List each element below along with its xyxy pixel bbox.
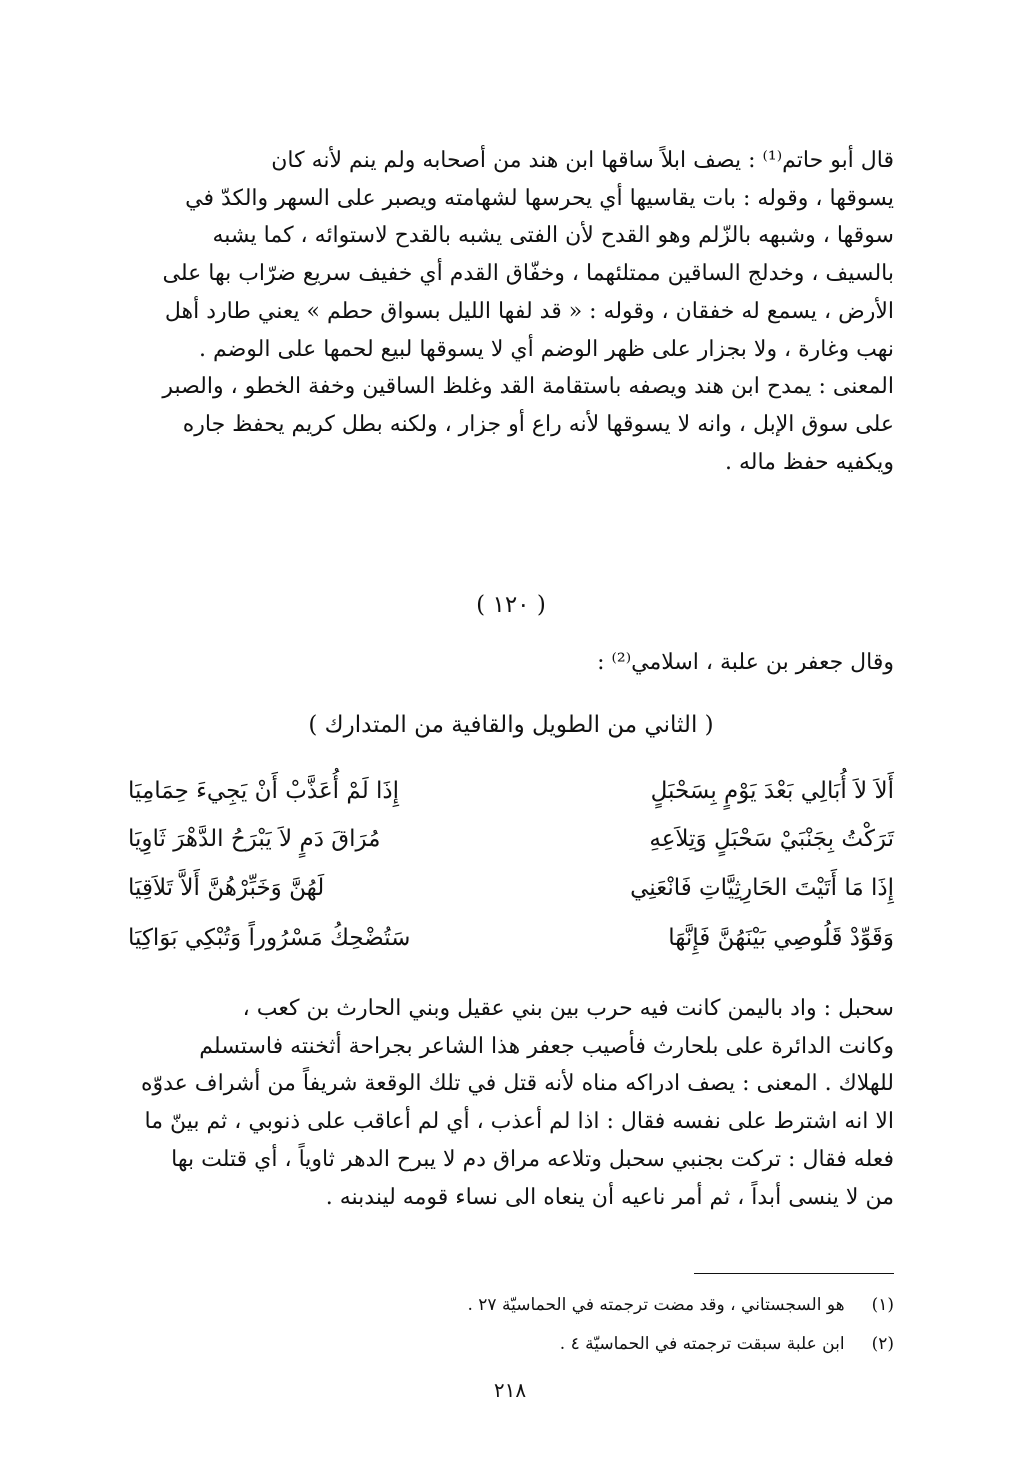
- footnote-number: (١): [871, 1295, 894, 1315]
- footnote-text: هو السجستاني ، وقد مضت ترجمته في الحماسيّة ٢٧ .: [467, 1295, 845, 1315]
- verse-second-hemistich: لَهُنَّ وَخَبِّرْهُنَّ أَلاَّ تَلاَقِيَا: [128, 875, 325, 901]
- poem-number: ( ١٢٠ ): [476, 592, 546, 618]
- text-line: الأرض ، يسمع له خفقان ، وقوله : « قد لفها الليل بسواق حطم » يعني طارد أهل: [164, 298, 894, 324]
- verse-first-hemistich: إِذَا مَا أَتَيْتَ الحَارِثِيَّاتِ فَانْعَنِي: [630, 875, 894, 901]
- text-line: نهب وغارة ، ولا بجزار على ظهر الوضم أي لا يسوقها لبيع لحمها على الوضم .: [198, 336, 894, 362]
- meter-heading: ( الثاني من الطويل والقافية من المتدارك ): [308, 712, 714, 738]
- text-line: الا انه اشترط على نفسه فقال : اذا لم أعذب ، أي لم أعاقب على ذنوبي ، ثم بينّ ما: [144, 1109, 894, 1135]
- verse-first-hemistich: وَقَوِّدْ قَلُوصِي بَيْنَهُنَّ فَإِنَّهَا: [668, 925, 894, 951]
- page-number: ٢١٨: [493, 1378, 527, 1402]
- footnote-divider: [694, 1273, 894, 1274]
- verse-line: [128, 925, 894, 971]
- text-line: يسوقها ، وقوله : بات يقاسيها أي يحرسها لشهامته ويصبر على السهر والكدّ في: [185, 185, 894, 211]
- verse-first-hemistich: تَرَكْتُ بِجَنْبَيْ سَحْبَلٍ وَتِلاَعِهِ: [649, 826, 894, 852]
- text-line: بالسيف ، وخدلج الساقين ممتلئهما ، وخفّاق القدم أي خفيف سريع ضرّاب بها على: [162, 261, 894, 287]
- footnote-number: (٢): [871, 1334, 894, 1354]
- verse-second-hemistich: سَتُضْحِكُ مَسْرُوراً وَتُبْكِي بَوَاكِيَا: [128, 925, 411, 951]
- footnote-text: ابن علبة سبقت ترجمته في الحماسيّة ٤ .: [559, 1334, 845, 1354]
- text-line: سوقها ، وشبهه بالزّلم وهو القدح لأن الفتى يشبه بالقدح لاستوائه ، كما يشبه: [212, 223, 894, 249]
- text-line: سحبل : واد باليمن كانت فيه حرب بين بني عقيل وبني الحارث بن كعب ،: [242, 996, 894, 1021]
- footnote-2: [560, 1334, 894, 1354]
- footnote-1: [467, 1295, 894, 1315]
- verse-second-hemistich: إِذَا لَمْ أُعَذَّبْ أَنْ يَجِيءَ حِمَامِيَا: [128, 778, 400, 804]
- text-line: قال أبو حاتم⁽¹⁾ : يصف ابلاً ساقها ابن هند من أصحابه ولم ينم لأنه كان: [271, 148, 894, 173]
- text-line: وكانت الدائرة على بلحارث فأصيب جعفر هذا الشاعر بجراحة أثخنته فاستسلم: [199, 1033, 894, 1059]
- commentary-paragraph-1: [128, 142, 894, 481]
- text-line: من لا ينسى أبداً ، ثم أمر ناعيه أن ينعاه الى نساء قومه ليندبنه .: [325, 1184, 894, 1210]
- text-line: فعله فقال : تركت بجنبي سحبل وتلاعه مراق دم لا يبرح الدهر ثاوياً ، أي قتلت بها: [171, 1146, 894, 1172]
- text-line: للهلاك . المعنى : يصف ادراكه مناه لأنه قتل في تلك الوقعة شريفاً من أشراف عدوّه: [140, 1071, 894, 1097]
- verse-line: [128, 826, 894, 872]
- text-line: ويكفيه حفظ ماله .: [724, 449, 894, 475]
- verse-second-hemistich: مُرَاقَ دَمٍ لاَ يَبْرَحُ الدَّهْرَ ثَاوِيَا: [128, 826, 381, 852]
- verse-line: [128, 778, 894, 824]
- text-line: المعنى : يمدح ابن هند ويصفه باستقامة القد وغلظ الساقين وخفة الخطو ، والصبر: [162, 374, 894, 400]
- commentary-paragraph-2: [128, 990, 894, 1216]
- text-line: على سوق الإبل ، وانه لا يسوقها لأنه راع أو جزار ، ولكنه بطل كريم يحفظ جاره: [182, 411, 894, 437]
- verse-line: [128, 875, 894, 921]
- poem-intro: وقال جعفر بن علبة ، اسلامي⁽²⁾ :: [597, 650, 894, 675]
- verse-first-hemistich: أَلاَ لاَ أُبَالِي بَعْدَ يَوْمٍ بِسَحْبَلٍ: [650, 778, 894, 804]
